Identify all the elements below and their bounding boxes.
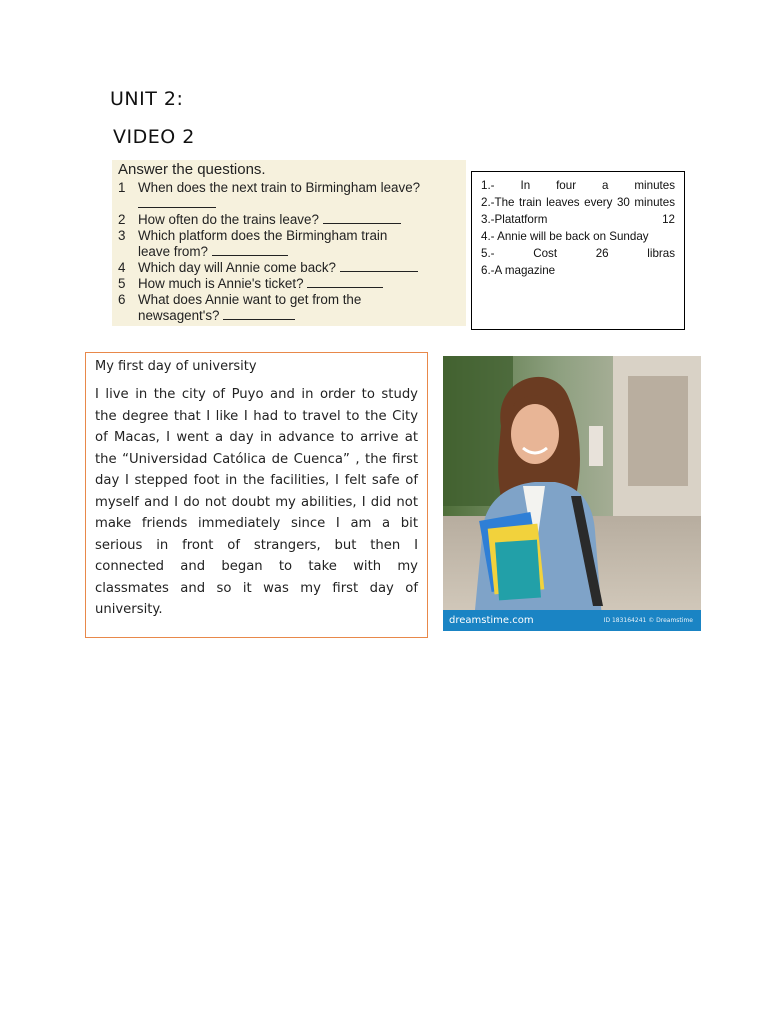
question-item <box>118 292 462 324</box>
question-number: 2 <box>118 212 126 227</box>
question-item <box>118 180 462 212</box>
question-number: 6 <box>118 292 126 307</box>
question-number: 3 <box>118 228 126 243</box>
story-body: I live in the city of Puyo and in order to study the degree that I like I had to travel to the City of Macas, I went a day in advance to arrive at the “Universidad Católica de Cuenca” , the first day I stepped foot in the facilities, I felt safe of myself and I do not doubt my abilities, I did not make friends immediately since I am a bit serious in front of strangers, but then I connected and began to take with my classmates and so it was my first day of university. <box>95 387 418 617</box>
question-item <box>118 212 462 228</box>
answer-blank <box>212 245 288 256</box>
question-item <box>118 276 462 292</box>
answer-blank <box>323 213 401 224</box>
video-heading: VIDEO 2 <box>113 126 195 148</box>
answer-line: 1.- In four a minutes <box>481 179 675 192</box>
question-text: What does Annie want to get from the <box>138 292 362 307</box>
question-item <box>118 260 462 276</box>
answer-line: 6.-A magazine <box>481 264 556 277</box>
answer-blank <box>223 309 295 320</box>
answer-blank <box>138 197 216 208</box>
question-item <box>118 228 462 260</box>
watermark-bar <box>443 610 701 631</box>
answer-line: 3.-Platatform 12 <box>481 213 675 226</box>
question-text: Which platform does the Birmingham train <box>138 228 388 243</box>
question-text: How often do the trains leave? <box>138 212 319 227</box>
answer-line: 5.- Cost 26 libras <box>481 247 675 260</box>
questions-exercise <box>112 160 466 326</box>
student-illustration <box>443 356 701 631</box>
question-text: How much is Annie's ticket? <box>138 276 304 291</box>
answers-box <box>471 171 685 330</box>
question-text: newsagent's? <box>138 308 220 323</box>
question-number: 1 <box>118 180 126 195</box>
answer-line: 2.-The train leaves every 30 minutes <box>481 196 675 209</box>
question-number: 4 <box>118 260 126 275</box>
story-box <box>85 352 428 638</box>
question-text: leave from? <box>138 244 208 259</box>
answer-line: 4.- Annie will be back on Sunday <box>481 230 649 243</box>
answer-blank <box>307 277 383 288</box>
image-id: ID 183164241 © Dreamstime <box>603 617 693 624</box>
student-photo <box>443 356 701 631</box>
story-title: My first day of university <box>95 359 257 374</box>
exercise-title: Answer the questions. <box>118 161 266 178</box>
question-number: 5 <box>118 276 126 291</box>
unit-heading: UNIT 2: <box>110 88 184 110</box>
question-text: When does the next train to Birmingham leave? <box>138 180 421 195</box>
answer-blank <box>340 261 418 272</box>
question-text: Which day will Annie come back? <box>138 260 336 275</box>
watermark-text: dreamstime.com <box>449 615 534 626</box>
